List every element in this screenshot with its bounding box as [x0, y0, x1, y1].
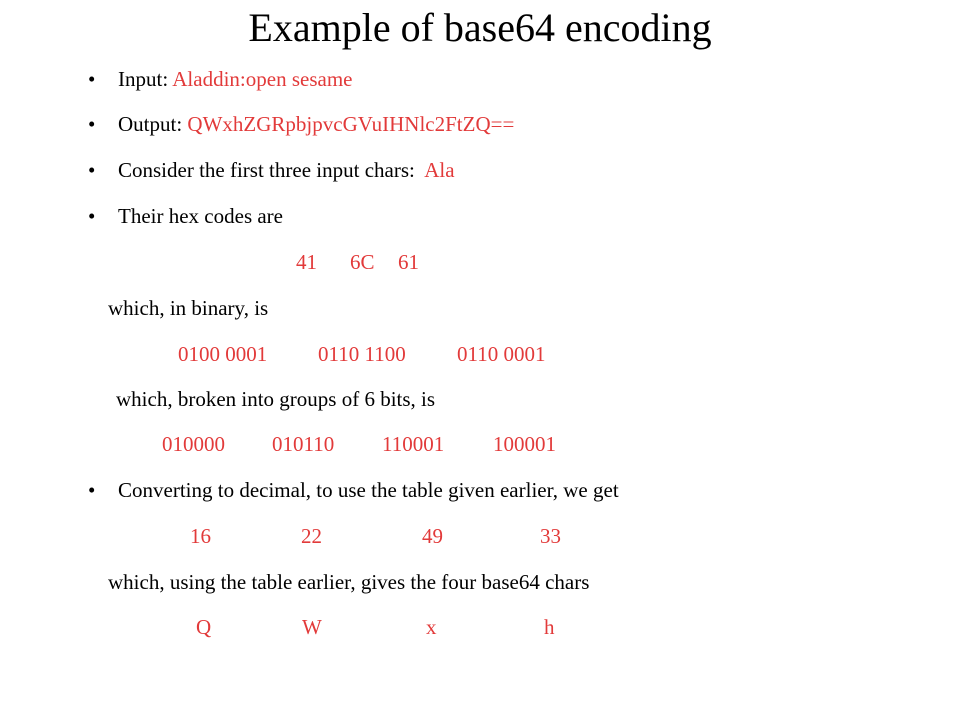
groups-intro: which, broken into groups of 6 bits, is	[116, 387, 436, 411]
base64-char: h	[544, 615, 555, 639]
consider-label: Consider the first three input chars:	[118, 158, 425, 182]
bit-group: 010110	[272, 432, 335, 456]
base64-char: Q	[196, 615, 212, 639]
bit-group: 010000	[162, 432, 225, 456]
decimal-value: 16	[190, 524, 211, 548]
output-label: Output:	[118, 112, 188, 136]
slide-title: Example of base64 encoding	[248, 5, 712, 50]
decimal-value: 49	[422, 524, 443, 548]
bullet-icon: •	[88, 478, 96, 502]
consider-line	[118, 156, 455, 184]
bullet-icon: •	[88, 112, 96, 136]
binary-value: 0110 0001	[457, 342, 546, 366]
decimal-value: 22	[301, 524, 322, 548]
bit-group: 100001	[493, 432, 556, 456]
bullet-icon: •	[88, 204, 96, 228]
input-line	[118, 65, 352, 93]
input-value: Aladdin:open sesame	[172, 67, 353, 91]
input-label: Input:	[118, 67, 173, 91]
decimal-intro: Converting to decimal, to use the table given earlier, we get	[118, 478, 619, 502]
output-line	[118, 110, 514, 138]
hex-intro: Their hex codes are	[118, 204, 283, 228]
base64-char: W	[302, 615, 322, 639]
hex-value: 61	[398, 250, 419, 274]
binary-value: 0100 0001	[178, 342, 268, 366]
hex-value: 6C	[350, 250, 375, 274]
output-value: QWxhZGRpbjpvcGVuIHNlc2FtZQ==	[187, 112, 515, 136]
chars-intro: which, using the table earlier, gives the four base64 chars	[108, 570, 590, 594]
base64-char: x	[426, 615, 437, 639]
bullet-icon: •	[88, 67, 96, 91]
consider-value: Ala	[424, 158, 455, 182]
hex-value: 41	[296, 250, 317, 274]
decimal-value: 33	[540, 524, 561, 548]
bit-group: 110001	[382, 432, 445, 456]
binary-value: 0110 1100	[318, 342, 406, 366]
bullet-icon: •	[88, 158, 96, 182]
binary-intro: which, in binary, is	[108, 296, 269, 320]
